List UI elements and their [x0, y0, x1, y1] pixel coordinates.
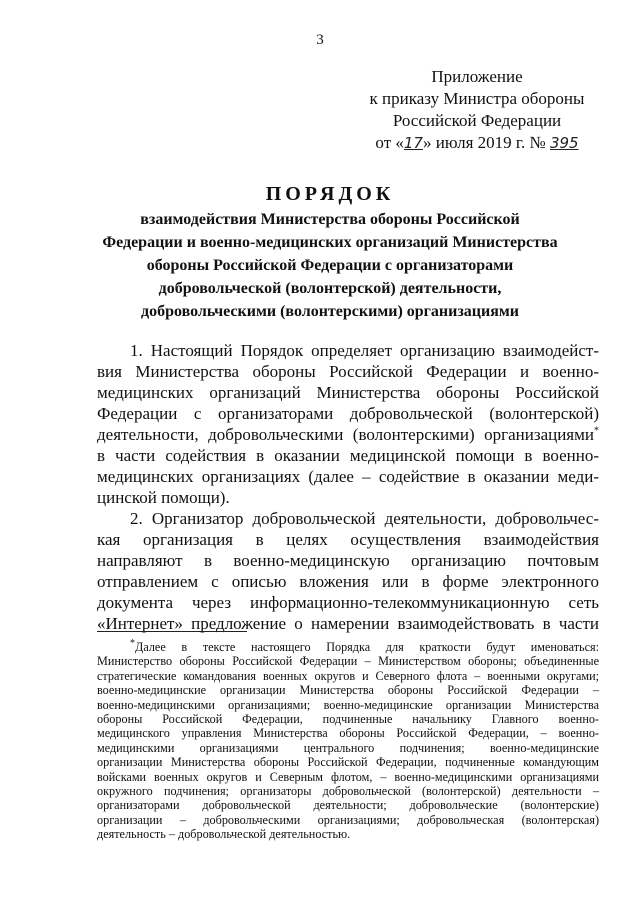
paragraph-1-line: цинской помощи). — [97, 488, 230, 507]
footnote-line: организаторами добровольческой деятельности; добровольческие (волонтерские) — [97, 798, 599, 813]
footnote-line: организации Министерства обороны Российской Федерации, подчиненные командующим — [97, 755, 599, 770]
footnote-mark: * — [130, 637, 135, 649]
footnote-first-line: Далее в тексте настоящего Порядка для краткости будут именоваться: — [135, 640, 599, 654]
footnote-line — [97, 637, 599, 654]
paragraph-2-line: 2. Организатор добровольческой деятельности, добровольчес- — [130, 509, 599, 528]
page-number: 3 — [316, 32, 324, 48]
paragraph-1-line: вия Министерства обороны Российской Федерации и военно- — [97, 362, 599, 381]
paragraph-2-line: кая организация в целях осуществления взаимодействия — [97, 530, 599, 549]
footnote-line: деятельность – добровольческой деятельностью. — [97, 827, 351, 842]
footnote-line: войсками военных округов и Северным флотом, – военно-медицинскими организациями — [97, 769, 599, 784]
appendix-title: Приложение — [431, 67, 523, 86]
footnote-line: медицинскими организациями центрального подчинения; военно-медицинские — [97, 740, 599, 755]
paragraph-2-line: отправлением с описью вложения или в форме электронного — [97, 572, 599, 591]
handwritten-order-number: 395 — [549, 134, 579, 152]
paragraph-2-line: документа через информационно-телекоммуникационную сеть — [97, 593, 599, 612]
footnote-line: военно-медицинские организации Министерства обороны Российской Федерации – — [97, 683, 599, 698]
paragraph-1-line: медицинских организаций Министерства обороны Российской — [97, 383, 599, 402]
paragraph-1-line: 1. Настоящий Порядок определяет организацию взаимодейст- — [130, 341, 599, 360]
paragraph-1-line-with-footnote — [97, 424, 599, 445]
appendix-country: Российской Федерации — [392, 111, 562, 130]
title-line: взаимодействия Министерства обороны Российской — [140, 211, 520, 228]
title-line: обороны Российской Федерации с организаторами — [146, 257, 514, 274]
appendix-header — [357, 66, 597, 154]
paragraph-1-line: деятельности, добровольческими (волонтерскими) организациями — [97, 425, 594, 444]
paragraph-2-line: «Интернет» предложение о намерении взаимодействовать в части — [97, 614, 599, 633]
footnote-reference: * — [594, 425, 599, 437]
footnote — [97, 637, 599, 842]
footnote-line: военно-медицинскими организациями; военно-медицинские организации Министерства — [97, 697, 599, 712]
title-word: ПОРЯДОК — [265, 183, 395, 205]
title-line: добровольческой (волонтерской) деятельности, — [158, 280, 502, 297]
title-line: Федерации и военно-медицинских организаций Министерства — [102, 234, 558, 251]
paragraph-1-line: в части содействия в оказании медицинской помощи в военно- — [97, 446, 599, 465]
body-text — [97, 340, 599, 634]
document-title — [60, 180, 600, 323]
paragraph-1-line: Федерации с организаторами добровольческой (волонтерской) — [97, 404, 599, 423]
appendix-date-line — [357, 132, 597, 154]
footnote-line: медицинского управления Министерства обороны Российской Федерации, – военно- — [97, 726, 599, 741]
title-line: добровольческими (волонтерскими) организациями — [140, 303, 520, 320]
footnote-line: организации – добровольческими организациями; добровольческая (волонтерская) — [97, 812, 599, 827]
footnote-line: стратегические командования военных округов и Северного флота – военными округами; — [97, 668, 599, 683]
paragraph-1-line: медицинских организациях (далее – содействие в оказании меди- — [97, 467, 599, 486]
date-middle: » июля 2019 г. № — [422, 133, 546, 152]
paragraph-2-line: направляют в военно-медицинскую организацию почтовым — [97, 551, 599, 570]
appendix-order-ref: к приказу Министра обороны — [369, 89, 585, 108]
footnote-line: Министерство обороны Российской Федерации – Министерством обороны; объединенные — [97, 654, 599, 669]
handwritten-day: 17 — [403, 134, 423, 152]
footnote-line: обороны Российской Федерации, подчиненные начальнику Главного военно- — [97, 711, 599, 726]
date-prefix: от « — [375, 133, 404, 152]
footnote-line: окружного подчинения; организаторы добровольческой (волонтерской) деятельности – — [97, 783, 599, 798]
footnote-divider — [97, 631, 247, 632]
